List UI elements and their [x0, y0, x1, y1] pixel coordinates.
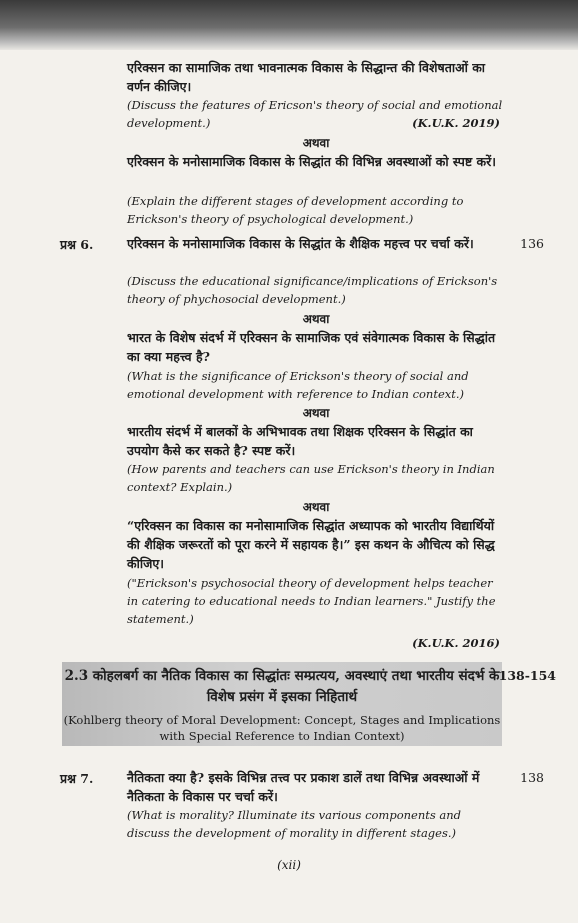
- question-english: (Discuss the educational significance/implications of Erickson's theory of phychosocial development.): [127, 274, 498, 306]
- question-hindi: भारत के विशेष संदर्भ में एरिक्सन के सामाजिक एवं संवेगात्मक विकास के सिद्धांत का क्या महत्त्व है?: [127, 330, 496, 364]
- question-hindi: भारतीय संदर्भ में बालकों के अभिभावक तथा शिक्षक एरिक्सन के सिद्धांत का उपयोग कैसे कर सकते है? स्पष्ट करें।: [127, 424, 473, 458]
- exam-source: (K.U.K. 2019): [412, 116, 500, 130]
- section-heading-band: [62, 662, 502, 746]
- exam-source: (K.U.K. 2016): [412, 636, 500, 650]
- question-number: प्रश्न 7.: [60, 771, 94, 786]
- or-separator: अथवा: [302, 406, 330, 420]
- section-title-english: (Kohlberg theory of Moral Development: Concept, Stages and Implications with Special Reference to Indian Context): [63, 713, 501, 743]
- or-separator: अथवा: [302, 500, 330, 514]
- question-english: (Explain the different stages of development according to Erickson's theory of psychological development.): [127, 194, 464, 226]
- question-hindi: “एरिक्सन का विकास का मनोसामाजिक सिद्धांत अध्यापक को भारतीय विद्यार्थियों की शैक्षिक जरूरतों को पूरा करने में सहायक है।” इस कथन के औचित्य को सिद्ध कीजिए।: [127, 518, 495, 571]
- question-hindi: नैतिकता क्या है? इसके विभिन्न तत्त्व पर प्रकाश डालें तथा विभिन्न अवस्थाओं में नैतिकता के विकास पर चर्चा करें।: [127, 770, 480, 804]
- page-number-footer: (xii): [277, 858, 301, 872]
- or-separator: अथवा: [302, 312, 330, 326]
- question-english: (What is morality? Illuminate its various components and discuss the development of morality in different stages.): [127, 808, 462, 840]
- section-title-hindi: 2.3 कोहलबर्ग का नैतिक विकास का सिद्धांतः सम्प्रत्यय, अवस्थाएं तथा भारतीय संदर्भ के विशेष प्रसंग में इसका निहितार्थ: [64, 668, 500, 705]
- or-separator: अथवा: [302, 136, 330, 150]
- page-reference: 136: [520, 236, 544, 251]
- question-number: प्रश्न 6.: [60, 237, 94, 252]
- question-english: ("Erickson's psychosocial theory of development helps teacher in catering to educational needs to Indian learners." Justify the statement.): [127, 576, 496, 626]
- page-reference: 138: [520, 770, 544, 785]
- question-hindi: एरिक्सन के मनोसामाजिक विकास के सिद्धांत की विभिन्न अवस्थाओं को स्पष्ट करें।: [127, 154, 496, 169]
- question-english: (What is the significance of Erickson's theory of social and emotional development with reference to Indian context.): [127, 369, 469, 401]
- question-hindi: एरिक्सन के मनोसामाजिक विकास के सिद्धांत के शैक्षिक महत्त्व पर चर्चा करें।: [127, 236, 474, 251]
- question-hindi: एरिक्सन का सामाजिक तथा भावनात्मक विकास के सिद्धान्त की विशेषताओं का वर्णन कीजिए।: [127, 60, 486, 94]
- question-english: (How parents and teachers can use Erickson's theory in Indian context? Explain.): [127, 462, 495, 494]
- question-english: (Discuss the features of Ericson's theory of social and emotional development.): [127, 98, 503, 130]
- section-page-range: 138-154: [498, 668, 556, 683]
